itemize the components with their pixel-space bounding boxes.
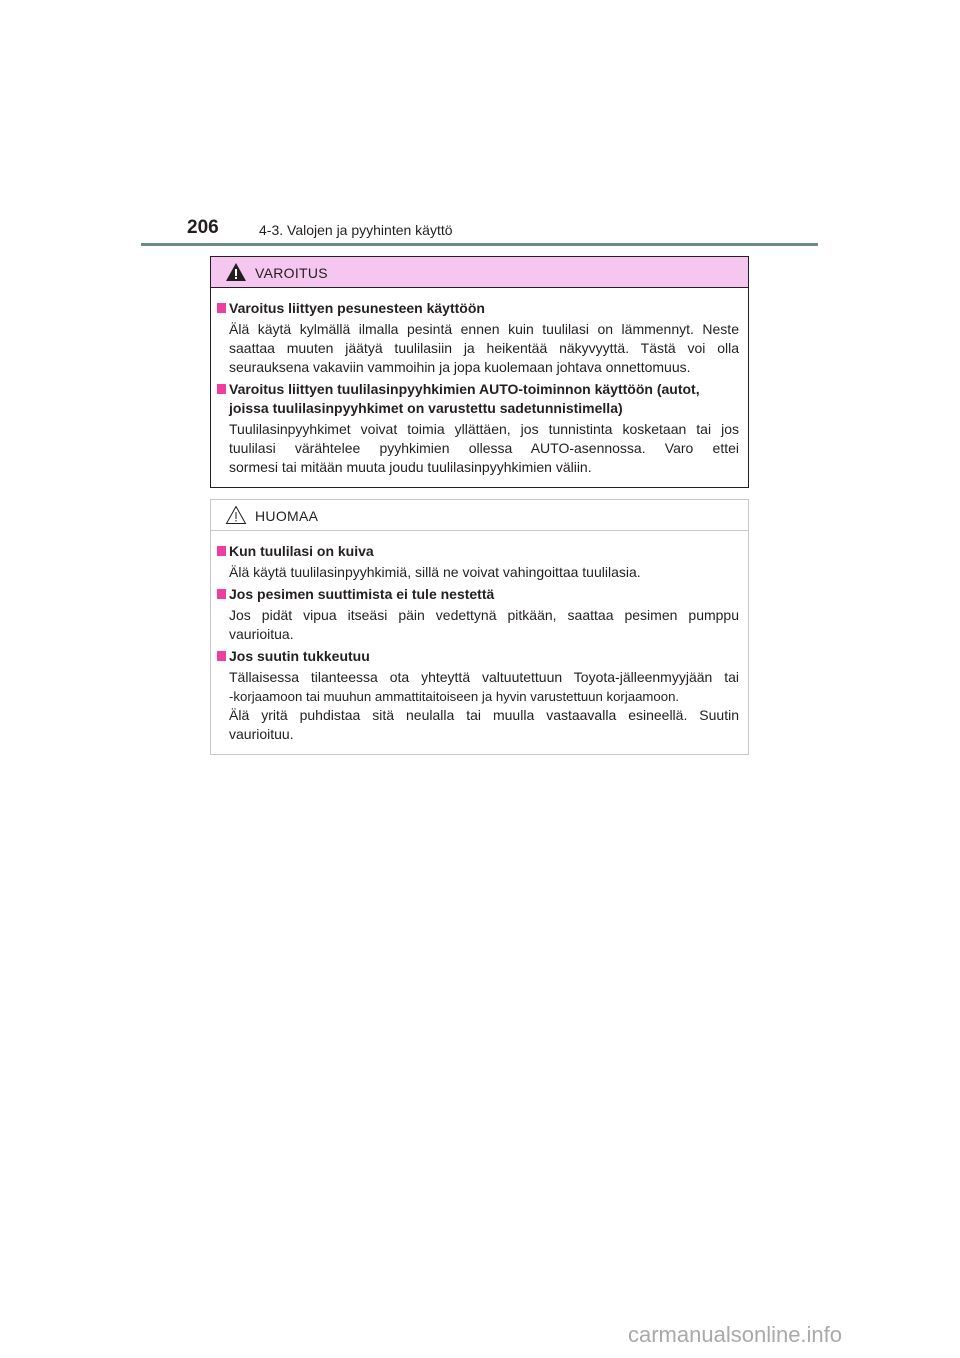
notice-box-body xyxy=(211,531,748,744)
warning-box xyxy=(210,256,749,488)
square-bullet-icon xyxy=(217,589,226,599)
notice-item-title xyxy=(217,647,739,666)
text-line: seurauksena vakaviin vammoihin ja jopa kuolemaan johtava onnettomuus. xyxy=(229,359,691,375)
square-bullet-icon xyxy=(217,384,226,394)
text-line: vaurioituu. xyxy=(229,726,294,742)
warning-item-title xyxy=(217,380,739,418)
notice-item-title-text: Jos suutin tukkeutuu xyxy=(229,648,370,664)
warning-item-title xyxy=(217,299,739,318)
warning-item-title-text: Varoitus liittyen tuulilasinpyyhkimien AUTO-toiminnon käyttöön (autot, xyxy=(229,381,700,397)
notice-item-text xyxy=(217,606,739,644)
text-line: -korjaamoon tai muuhun ammattitaitoiseen ja hyvin varustettuun korjaamoon. xyxy=(229,689,680,704)
warning-item-text xyxy=(217,320,739,377)
notice-box-header xyxy=(211,500,748,531)
warning-item-title-text: Varoitus liittyen pesunesteen käyttöön xyxy=(229,300,485,316)
caution-outline-icon xyxy=(225,505,247,525)
notice-item-title xyxy=(217,542,739,561)
notice-item-text xyxy=(217,563,739,582)
warning-label: VAROITUS xyxy=(255,265,328,281)
page-number: 206 xyxy=(187,217,219,238)
text-line: Jos pidät vipua itseäsi päin vedettynä pitkään, saattaa pesimen pumppu xyxy=(229,607,739,623)
warning-item-title-text: joissa tuulilasinpyyhkimet on varustettu sadetunnistimella) xyxy=(229,400,623,416)
warning-filled-icon xyxy=(225,262,247,282)
notice-item-title xyxy=(217,585,739,604)
text-line: Tuulilasinpyyhkimet voivat toimia yllättäen, jos tunnistinta kosketaan tai jos xyxy=(229,421,739,437)
section-title: 4-3. Valojen ja pyyhinten käyttö xyxy=(259,222,453,238)
notice-item xyxy=(217,585,739,644)
text-line: Tällaisessa tilanteessa ota yhteyttä valtuutettuun Toyota-jälleenmyyjään tai xyxy=(229,669,739,685)
text-line: tuulilasi värähtelee pyyhkimien ollessa AUTO-asennossa. Varo ettei xyxy=(229,440,739,456)
notice-item-title-text: Jos pesimen suuttimista ei tule nestettä xyxy=(229,586,495,602)
notice-item-title-text: Kun tuulilasi on kuiva xyxy=(229,543,374,559)
warning-box-header xyxy=(211,257,748,288)
text-line: Älä käytä tuulilasinpyyhkimiä, sillä ne voivat vahingoittaa tuulilasia. xyxy=(229,564,641,580)
notice-box xyxy=(210,499,749,755)
text-line: saattaa muuten jäätyä tuulilasiin ja heikentää näkyvyyttä. Tästä voi olla xyxy=(229,340,739,356)
notice-item xyxy=(217,542,739,582)
warning-item xyxy=(217,299,739,377)
page-header xyxy=(141,214,818,244)
watermark: carmanualsonline.info xyxy=(628,1322,843,1347)
header-rule xyxy=(141,243,818,246)
square-bullet-icon xyxy=(217,651,226,661)
text-line: Älä yritä puhdistaa sitä neulalla tai muulla vastaavalla esineellä. Suutin xyxy=(229,707,739,723)
notice-label: HUOMAA xyxy=(255,508,319,524)
notice-item xyxy=(217,647,739,744)
text-line: vaurioitua. xyxy=(229,626,294,642)
text-line: sormesi tai mitään muuta joudu tuulilasinpyyhkimien väliin. xyxy=(229,459,592,475)
warning-item xyxy=(217,380,739,477)
text-line: Älä käytä kylmällä ilmalla pesintä ennen kuin tuulilasi on lämmennyt. Neste xyxy=(229,321,739,337)
warning-item-text xyxy=(217,420,739,477)
square-bullet-icon xyxy=(217,546,226,556)
notice-item-text xyxy=(217,668,739,744)
warning-box-body xyxy=(211,288,748,477)
square-bullet-icon xyxy=(217,303,226,313)
